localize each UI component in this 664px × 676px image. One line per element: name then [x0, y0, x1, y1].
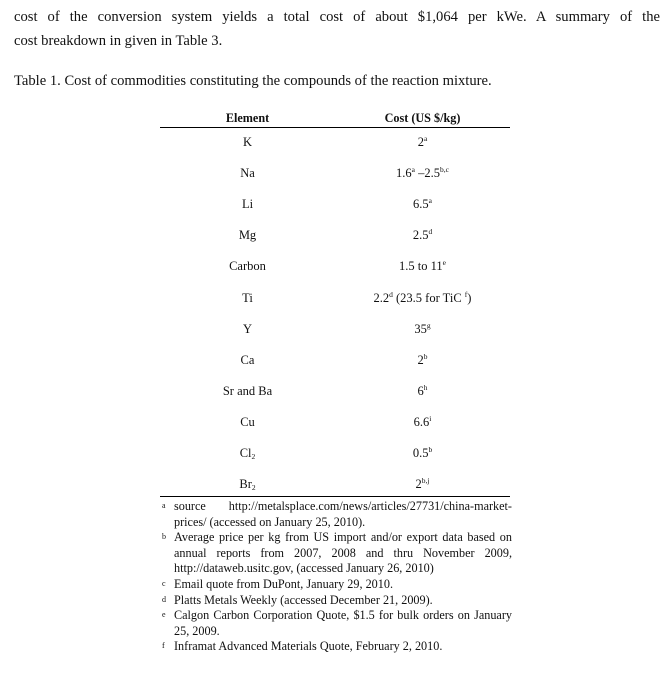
- cost-cell: [335, 282, 510, 313]
- cost-cell: [335, 314, 510, 345]
- table-row: [160, 158, 510, 189]
- element-name: Ti: [242, 290, 253, 305]
- element-name: Cl: [239, 445, 252, 460]
- cost-value: 1.5 to 11: [399, 259, 443, 274]
- cost-footnote-mark: b,c: [440, 165, 449, 175]
- cost-footnote-mark: h: [423, 382, 428, 392]
- element-subscript: 2: [251, 483, 256, 493]
- cost-value: 1.6: [396, 166, 412, 181]
- cost-cell: [335, 189, 510, 220]
- cost-cell: [335, 376, 510, 407]
- cost-cell: [335, 127, 510, 158]
- element-name: Sr and Ba: [222, 383, 273, 398]
- cost-footnote-mark: a: [428, 196, 432, 206]
- cost-cell: [335, 251, 510, 282]
- element-name: Ca: [240, 352, 255, 367]
- table-row: [160, 251, 510, 282]
- cost-cell: [335, 438, 510, 469]
- element-cell: [160, 376, 335, 407]
- cost-footnote-mark: b: [428, 444, 433, 454]
- table-bottom-rule: [160, 496, 510, 497]
- cost-value-extra: –2.5: [415, 166, 440, 181]
- footnote: [160, 577, 512, 593]
- cost-footnote-mark: f: [464, 289, 468, 299]
- table-row: [160, 220, 510, 251]
- footnotes: [160, 499, 512, 655]
- element-cell: [160, 189, 335, 220]
- table-row: [160, 407, 510, 438]
- footnote-text: Inframat Advanced Materials Quote, February 2, 2010.: [174, 639, 443, 654]
- cost-footnote-mark: d: [428, 227, 433, 237]
- intro-line-2: cost breakdown in given in Table 3.: [14, 33, 223, 49]
- table-row: [160, 189, 510, 220]
- footnote-mark: d: [162, 594, 166, 604]
- footnote-text: source http://metalsplace.com/news/articles/27731/china-market-prices/ (accessed on January 25, 2010).: [174, 499, 512, 529]
- cost-footnote-mark: a: [411, 165, 415, 175]
- table-row: [160, 282, 510, 313]
- cost-cell: [335, 158, 510, 189]
- table-row: [160, 127, 510, 158]
- cost-value: 6: [417, 383, 424, 398]
- cost-table-container: [160, 110, 510, 500]
- cost-cell: [335, 220, 510, 251]
- cost-footnote-mark: a: [423, 134, 428, 144]
- table-row: [160, 376, 510, 407]
- footnote: [160, 593, 512, 609]
- intro-line-1: cost of the conversion system yields a total cost of about $1,064 per kWe. A summary of the: [14, 9, 660, 25]
- cost-value: 2: [417, 135, 424, 150]
- element-name: Li: [241, 197, 254, 212]
- footnote-text: Platts Metals Weekly (accessed December 21, 2009).: [174, 592, 433, 607]
- table-caption: Table 1. Cost of commodities constituting the compounds of the reaction mixture.: [14, 73, 492, 89]
- footnote-mark: f: [162, 641, 165, 651]
- element-cell: [160, 314, 335, 345]
- cost-footnote-mark: i: [429, 413, 432, 423]
- cost-footnote-mark: b,j: [421, 476, 430, 486]
- element-cell: [160, 158, 335, 189]
- cost-value: 2: [415, 477, 422, 492]
- header-cost: Cost (US $/kg): [384, 111, 461, 125]
- footnote-text: Average price per kg from US import and/or export data based on annual reports from 2007, 2008 and thru November 2009, http://dataweb.usitc.gov, (accessed January 26, 2010): [174, 530, 512, 576]
- element-name: Y: [242, 321, 253, 336]
- cost-value: 2: [417, 352, 424, 367]
- element-name: Carbon: [229, 259, 266, 274]
- footnote: [160, 499, 512, 530]
- element-name: Na: [240, 166, 255, 181]
- table-body: [160, 127, 510, 500]
- table-row: [160, 345, 510, 376]
- element-cell: [160, 127, 335, 158]
- table-header-row: [160, 110, 510, 127]
- cost-value: 35: [414, 321, 427, 336]
- footnote: [160, 639, 512, 655]
- cost-value: 2.2: [373, 290, 390, 305]
- element-name: K: [242, 135, 253, 150]
- cost-value: 6.5: [413, 197, 429, 212]
- footnote-mark: c: [162, 578, 166, 588]
- cost-footnote-mark: b: [423, 351, 428, 361]
- footnote-text: Calgon Carbon Corporation Quote, $1.5 for bulk orders on January 25, 2009.: [174, 608, 512, 638]
- cost-value-tail: ): [467, 290, 472, 305]
- cost-cell: [335, 407, 510, 438]
- intro-paragraph: [14, 5, 660, 53]
- element-name: Br: [239, 477, 252, 492]
- footnote-text: Email quote from DuPont, January 29, 2010.: [174, 576, 394, 591]
- cost-value-extra: (23.5 for TiC: [392, 290, 465, 305]
- element-cell: [160, 220, 335, 251]
- cost-cell: [335, 345, 510, 376]
- cost-table: [160, 110, 510, 500]
- element-cell: [160, 438, 335, 469]
- footnote: [160, 608, 512, 639]
- cost-footnote-mark: e: [442, 258, 446, 268]
- footnote-mark: b: [162, 532, 166, 542]
- element-cell: [160, 345, 335, 376]
- element-cell: [160, 282, 335, 313]
- header-element: Element: [225, 111, 270, 125]
- cost-value: 6.6: [413, 414, 430, 429]
- element-cell: [160, 407, 335, 438]
- table-row: [160, 314, 510, 345]
- cost-value: 2.5: [412, 228, 429, 243]
- element-name: Mg: [238, 228, 257, 243]
- element-cell: [160, 251, 335, 282]
- footnote-mark: e: [162, 610, 166, 620]
- cost-value: 0.5: [412, 445, 429, 460]
- element-subscript: 2: [251, 451, 256, 461]
- element-name: Cu: [240, 414, 255, 429]
- cost-footnote-mark: g: [426, 320, 431, 330]
- footnote: [160, 530, 512, 577]
- table-row: [160, 438, 510, 469]
- cost-footnote-mark: d: [389, 289, 393, 299]
- footnote-mark: a: [162, 501, 166, 510]
